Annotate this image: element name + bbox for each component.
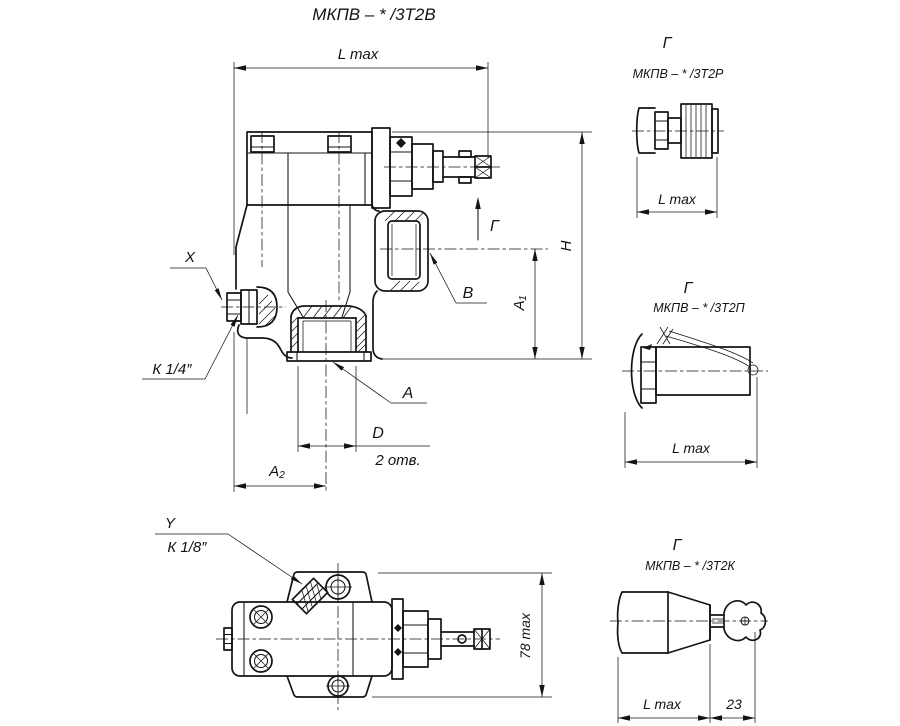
front-lmax-label: L max: [337, 46, 379, 63]
leader-a: [333, 362, 427, 403]
variant-p-dim: [625, 377, 757, 468]
top-thread-y-label: К 1/8″: [167, 539, 207, 556]
front-d-label: D: [372, 425, 384, 442]
front-a2-label: А₂: [269, 463, 285, 480]
variant-k-dims: [618, 632, 755, 723]
variant-k-view: [610, 537, 768, 723]
drawing-title: МКПВ – * /3Т2В: [312, 5, 436, 24]
top-view: [155, 515, 552, 710]
top-y-label: Y: [164, 515, 176, 532]
variant-k-offset-label: 23: [726, 696, 742, 712]
port-y: [292, 578, 327, 613]
variant-p-view-label: Г: [683, 280, 693, 297]
cap-bolt-left: [251, 136, 274, 152]
variant-r-lmax-label: L max: [658, 191, 696, 207]
front-dim-a1: [511, 249, 538, 359]
valve-cap: [247, 132, 372, 292]
front-view-arrow-label: Г: [490, 218, 499, 235]
key-cone: [668, 592, 710, 653]
hatch-port-a-left: [291, 317, 298, 348]
hatch-port-b-top: [385, 211, 424, 221]
leader-x: [170, 249, 222, 300]
front-dim-lmax: [234, 46, 488, 255]
view-direction-arrow: [475, 197, 500, 240]
front-dim-a2: [234, 332, 326, 492]
front-thread-x-label: К 1/4″: [152, 361, 192, 378]
variant-r-view: [632, 35, 724, 218]
leader-thread-x: [142, 315, 238, 379]
front-x-label: X: [184, 249, 196, 266]
port-b: [375, 211, 428, 291]
center-mark-diamond: [396, 138, 406, 148]
hatch-port-a-right: [356, 314, 366, 352]
front-h-label: Н: [558, 240, 575, 252]
variant-r-dim: [637, 157, 717, 218]
front-centerlines: [221, 131, 548, 492]
cap-bolt-right: [328, 136, 351, 152]
seal-wire: [643, 327, 758, 375]
variant-r-model: МКПВ – * /3Т2Р: [632, 67, 724, 81]
hatch-port-b-bottom: [390, 281, 419, 291]
leader-y: [155, 515, 302, 584]
variant-p-model: МКПВ – * /3Т2П: [653, 301, 745, 315]
variant-k-lmax-label: L max: [643, 696, 681, 712]
front-a-label: А: [402, 385, 414, 402]
locknut: [412, 144, 433, 189]
variant-r-view-label: Г: [662, 35, 672, 52]
front-view: [142, 5, 592, 492]
mounting-lug-bottom: [287, 676, 372, 697]
variant-p-view: [622, 280, 768, 468]
variant-p-lmax-label: L max: [672, 440, 710, 456]
variant-k-model: МКПВ – * /3Т2К: [645, 559, 735, 573]
front-dim-d: [298, 366, 430, 469]
variant-k-view-label: Г: [672, 537, 682, 554]
leader-b: [430, 253, 487, 303]
front-dim-h: [382, 132, 592, 359]
front-a1-label: А₁: [511, 295, 528, 311]
adjusting-screw: [372, 128, 491, 208]
front-holes-note: 2 отв.: [375, 452, 421, 469]
front-b-label: В: [462, 285, 474, 302]
top-height-label: 78 max: [517, 613, 533, 659]
port-a: [287, 306, 371, 361]
